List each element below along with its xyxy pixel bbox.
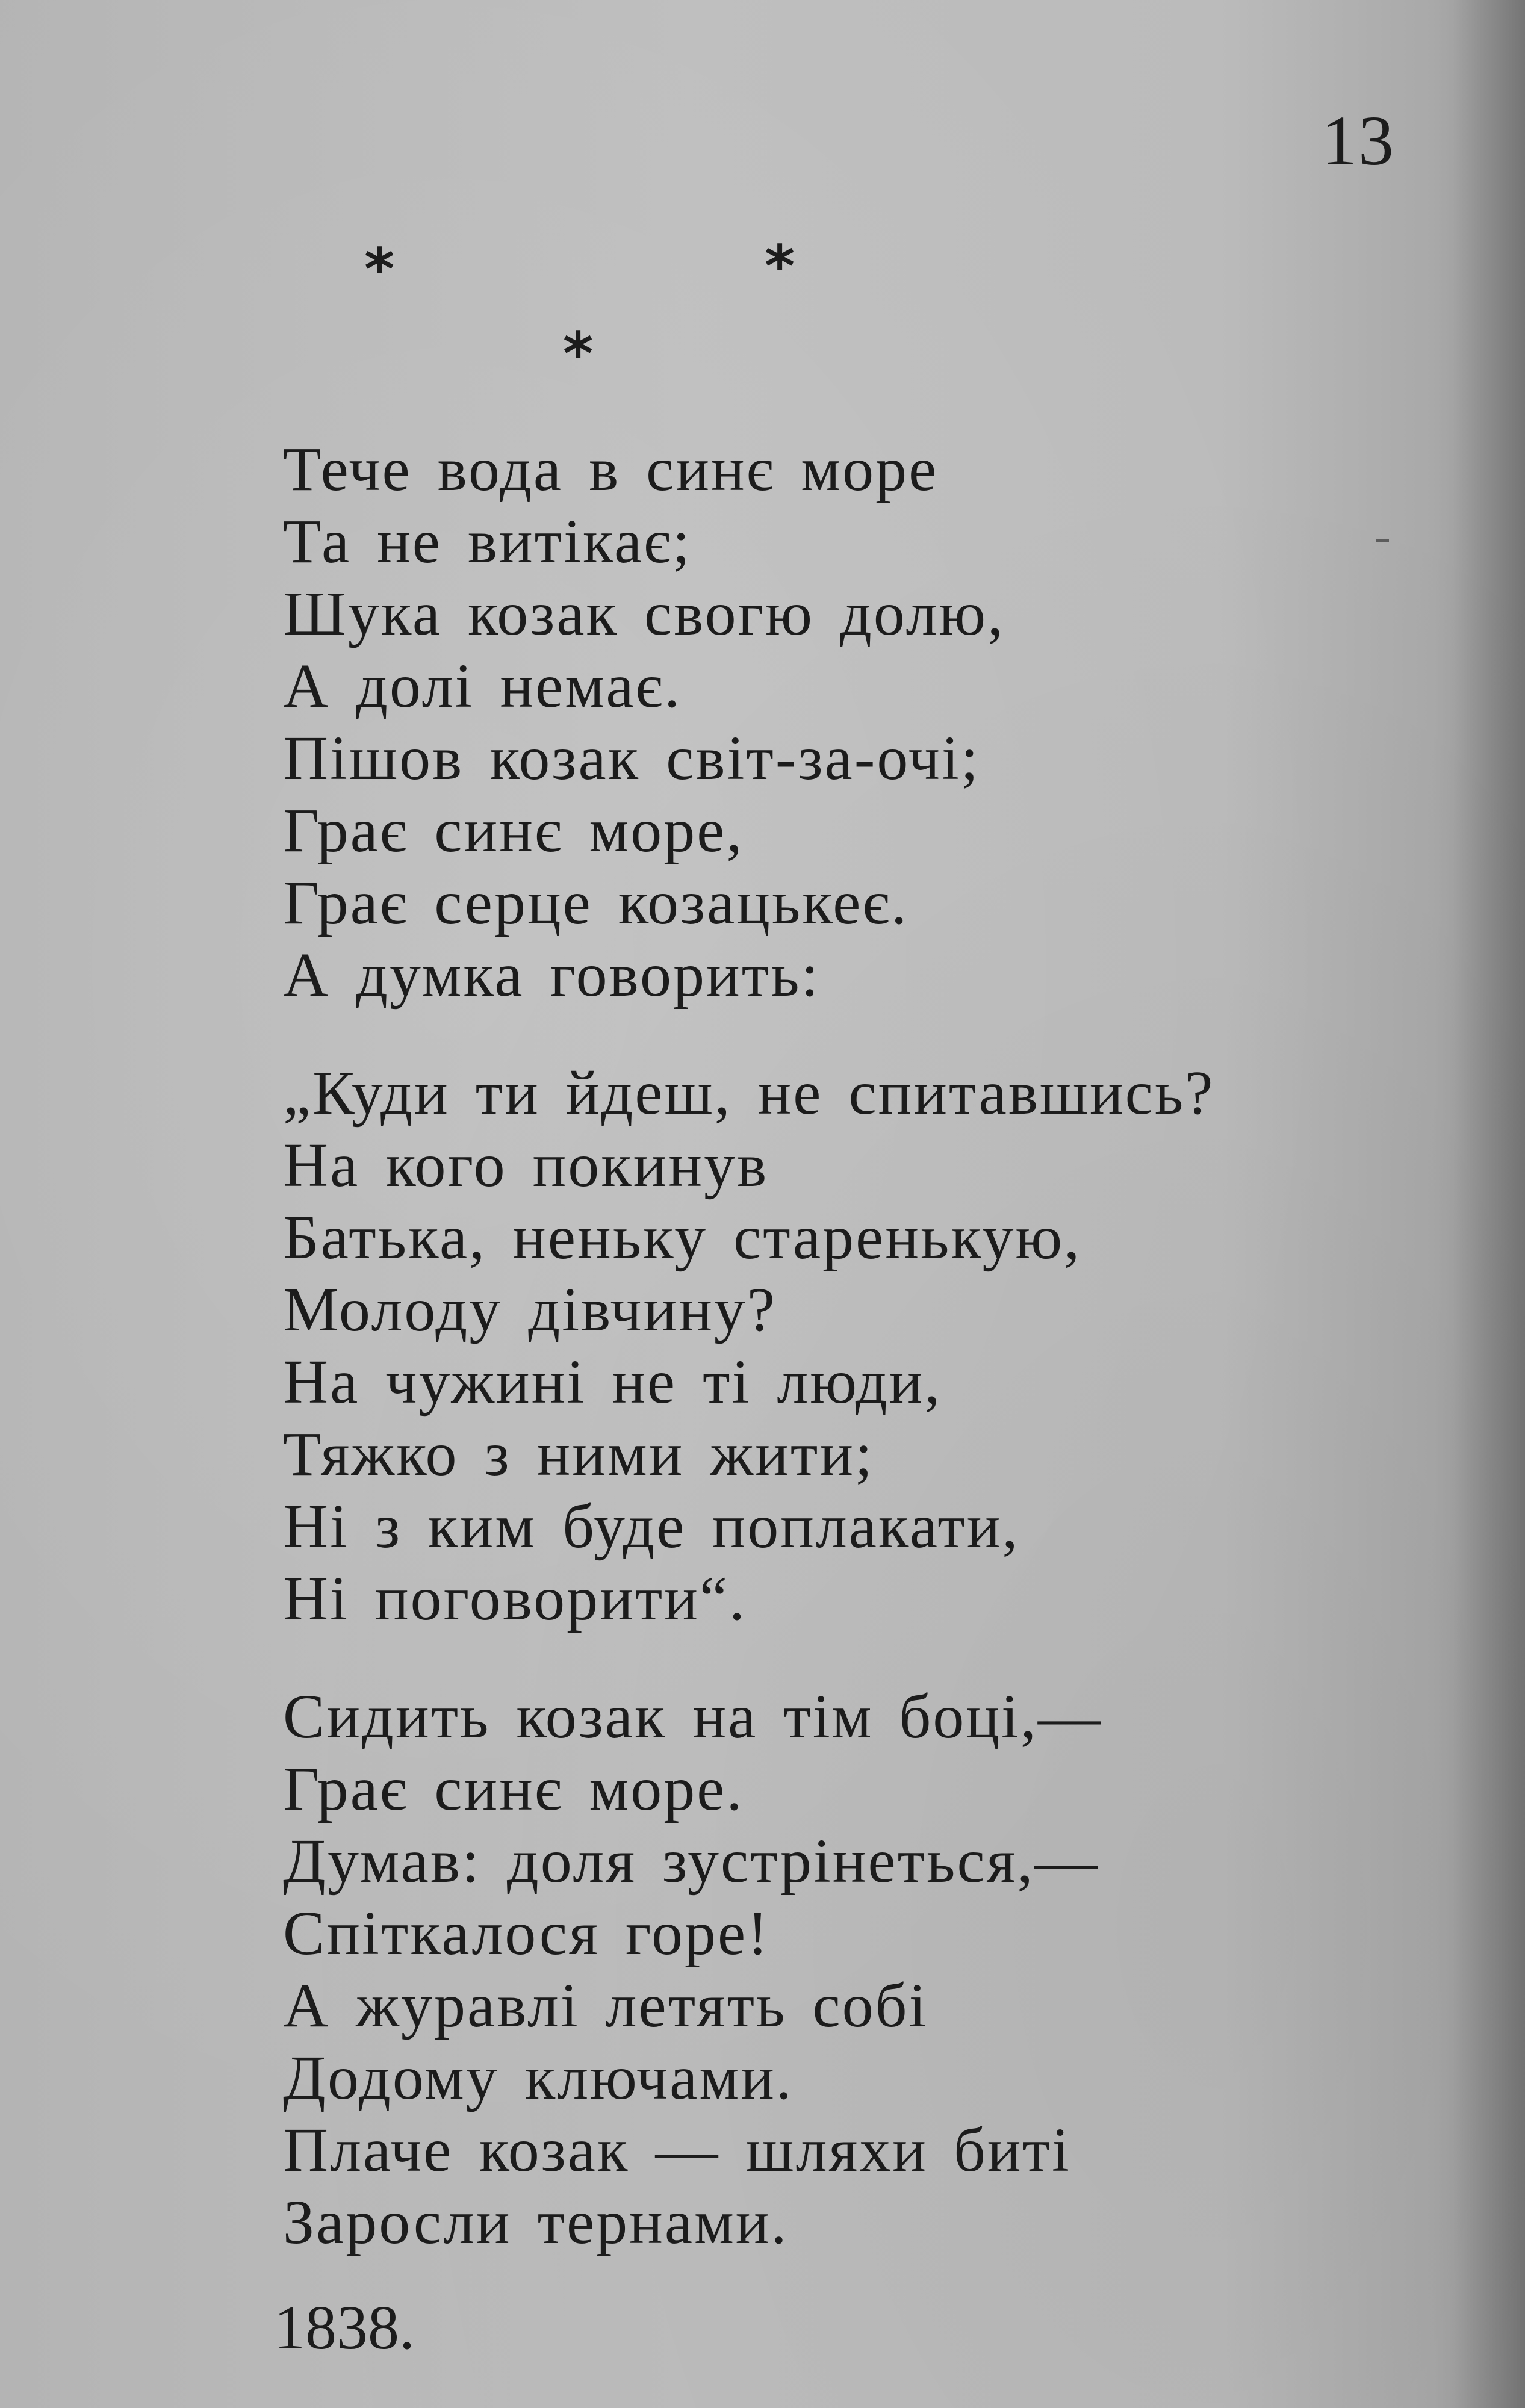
poem-line: А журавлі летять собі	[283, 1971, 928, 2040]
poem-line: Пішов козак світ-за-очі;	[283, 724, 980, 793]
ornament-asterisk: *	[765, 233, 795, 300]
poem-line: „Куди ти йдеш, не спитавшись?	[283, 1058, 1215, 1128]
page-edge-shadow	[1453, 0, 1525, 2408]
poem-line: Думав: доля зустрінеться,—	[283, 1826, 1099, 1896]
ornament-asterisk: *	[364, 236, 395, 303]
poem-line: А думка говорить:	[283, 940, 821, 1010]
poem-line: Спіткалося горе!	[283, 1899, 770, 1968]
poem-line: Тече вода в синє море	[283, 435, 939, 504]
page-number: 13	[1322, 101, 1395, 180]
poem-line: Тяжко з ними жити;	[283, 1420, 874, 1489]
poem-year: 1838.	[274, 2293, 415, 2362]
poem-line: Заросли тернами.	[283, 2188, 789, 2257]
ornament-asterisk: *	[563, 320, 594, 388]
poem-line: Грає синє море,	[283, 796, 744, 865]
poem	[283, 433, 1427, 2259]
poem-line: На кого покинув	[283, 1131, 769, 1200]
poem-line: Та не витікає;	[283, 507, 692, 576]
poem-line: Плаче козак — шляхи биті	[283, 2115, 1071, 2185]
poem-line: Ні з ким буде поплакати,	[283, 1492, 1020, 1561]
poem-line: Грає серце козацькеє.	[283, 868, 909, 937]
poem-line: На чужині не ті люди,	[283, 1347, 942, 1417]
poem-line: Молоду дівчину?	[283, 1275, 777, 1344]
stanza-2	[283, 1057, 1427, 1635]
stanza-1	[283, 433, 1427, 1011]
poem-line: Шука козак свогю долю,	[283, 579, 1005, 648]
stanza-3	[283, 1681, 1427, 2259]
poem-line: Грає синє море.	[283, 1754, 744, 1823]
poem-line: А долі немає.	[283, 651, 682, 721]
poem-line: Батька, неньку старенькую,	[283, 1203, 1082, 1272]
poem-line: Сидить козак на тім боці,—	[283, 1682, 1102, 1751]
poem-line: Ні поговорити“.	[283, 1564, 747, 1633]
poem-line: Додому ключами.	[283, 2043, 794, 2112]
